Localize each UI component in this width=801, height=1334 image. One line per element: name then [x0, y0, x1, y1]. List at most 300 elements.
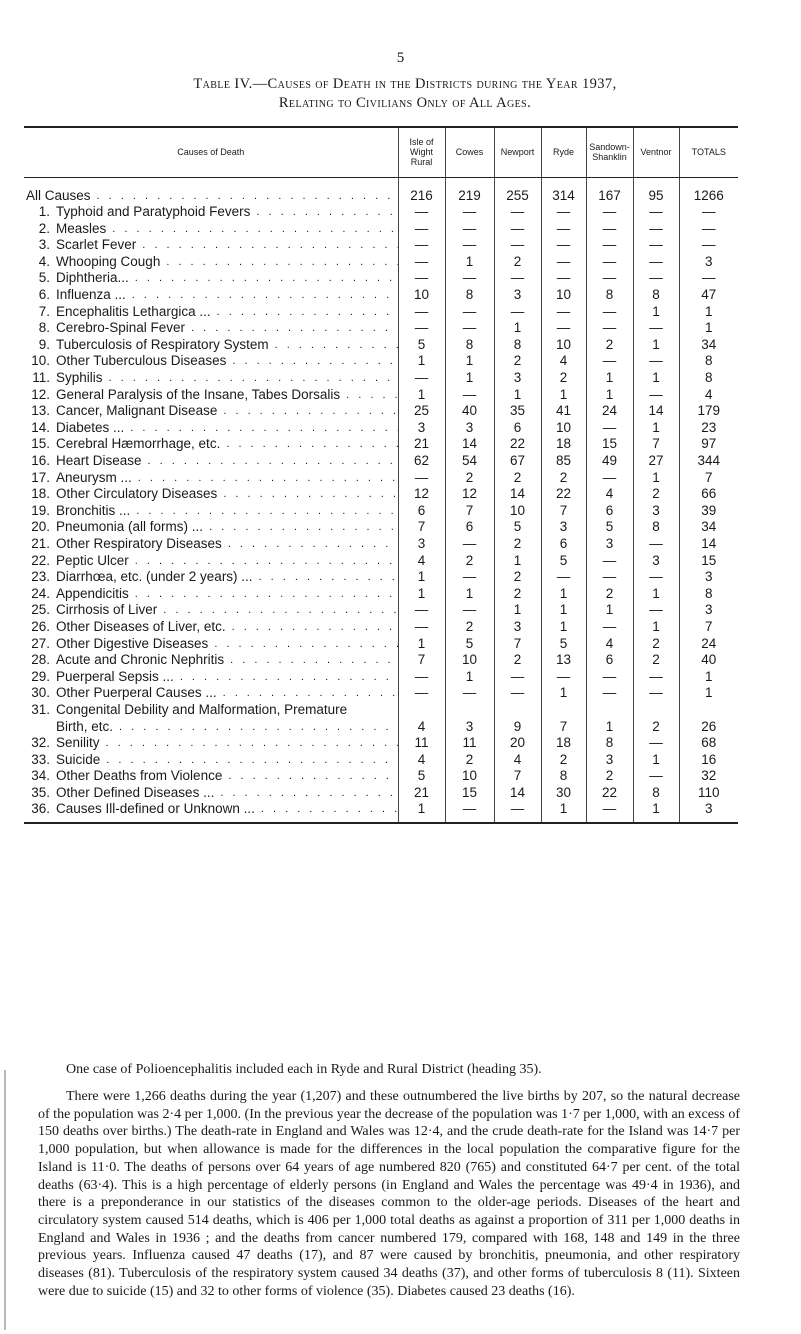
value-cell: — [494, 237, 541, 254]
table-row [24, 204, 738, 221]
cause-cell [24, 519, 398, 536]
cause-number: 14. [31, 419, 50, 435]
table-title [60, 75, 750, 113]
table-row [24, 702, 738, 735]
cause-number: 4. [38, 253, 50, 269]
leader-dots [160, 254, 397, 271]
cause-cell [24, 436, 398, 453]
value-cell: 2 [633, 486, 679, 503]
value-cell: 23 [679, 420, 738, 437]
value-cell: 2 [494, 254, 541, 271]
cause-number: 18. [31, 486, 50, 502]
value-cell: — [398, 370, 445, 387]
table-title-line2: Relating to Civilians Only of All Ages. [278, 95, 532, 111]
value-cell: 26 [679, 702, 738, 735]
cause-label: General Paralysis of the Insane, Tabes Dorsalis [56, 386, 341, 402]
value-cell: — [445, 536, 494, 553]
value-cell: 18 [541, 436, 586, 453]
value-cell: 1 [586, 387, 633, 404]
value-cell: — [586, 320, 633, 337]
value-cell: — [586, 669, 633, 686]
value-cell: 1 [541, 586, 586, 603]
value-cell: 40 [445, 403, 494, 420]
value-cell: — [398, 304, 445, 321]
cause-number: 5. [38, 270, 50, 286]
commentary-paragraph: There were 1,266 deaths during the year (1,207) and these outnumbered the live births by 207, so the natural decrease of the population was 2·4 per 1,000. (In the previous year the decrease of the population was 1·7 per 1,000, with an excess of 150 deaths over births.) The death-rate in England and Wales was 12·4, and the crude death-rate for the Island was 14·7 per 1,000 population, but when allowance is made for the differences in the local population the comparative figure for the Island is 11·0. The deaths of persons over 64 years of age numbered 820 (765) and constituted 64·7 per cent. of the total deaths (63·4). This is a high percentage of elderly persons (in England and Wales the percentage was 49·4 in 1936), and there is a preponderance in our statistics of the diseases common to the older-age periods. Diseases of the heart and circulatory system caused 514 deaths, which is 406 per 1,000 total deaths as against a proportion of 311 per 1,000 deaths in England and Wales in 1936 ; and the deaths from cancer numbered 179, compared with 168, 148 and 149 in the three previous years. Influenza caused 47 deaths (17), and 87 were caused by bronchitis, pneumonia, and other respiratory diseases (81). Tuberculosis of the respiratory system caused 34 deaths (37), and other forms of tuberculosis 8 (11). Sixteen were due to suicide (15) and 32 to other forms of violence (35). Diabetes caused 23 deaths (16). [38, 1089, 740, 1299]
value-cell: 1 [541, 387, 586, 404]
cause-cell [24, 801, 398, 823]
cause-cell [24, 453, 398, 470]
leader-dots [126, 287, 398, 304]
value-cell: 3 [633, 503, 679, 520]
table-row [24, 177, 738, 204]
table-row [24, 470, 738, 487]
value-cell: — [398, 320, 445, 337]
table-row [24, 254, 738, 271]
cause-cell [24, 569, 398, 586]
cause-number: 36. [31, 801, 50, 817]
cause-cell [24, 586, 398, 603]
cause-cell [24, 420, 398, 437]
cause-label: Aneurysm ... [56, 469, 132, 485]
leader-dots [222, 536, 398, 553]
cause-cell [24, 702, 398, 735]
value-cell: 1 [494, 602, 541, 619]
value-cell: — [398, 270, 445, 287]
value-cell: 1 [633, 801, 679, 823]
value-cell: — [445, 685, 494, 702]
value-cell: 3 [445, 420, 494, 437]
leader-dots [129, 586, 398, 603]
leader-dots [130, 503, 397, 520]
value-cell: 1 [679, 669, 738, 686]
value-cell: — [398, 669, 445, 686]
value-cell: 7 [494, 768, 541, 785]
value-cell: — [398, 221, 445, 238]
value-cell: 1 [633, 304, 679, 321]
value-cell: 2 [494, 652, 541, 669]
table-row [24, 304, 738, 321]
cause-number: 27. [31, 635, 50, 651]
cause-number: 33. [31, 751, 50, 767]
cause-number: 32. [31, 735, 50, 751]
value-cell: 3 [445, 702, 494, 735]
value-cell: 21 [398, 785, 445, 802]
value-cell: — [445, 221, 494, 238]
leader-dots [224, 652, 397, 669]
value-cell: 8 [541, 768, 586, 785]
table-row [24, 420, 738, 437]
value-cell: — [541, 270, 586, 287]
cause-label: Appendicitis [56, 585, 129, 601]
value-cell: 2 [445, 470, 494, 487]
header-newport: Newport [494, 127, 541, 177]
value-cell: 1 [633, 470, 679, 487]
value-cell: — [633, 735, 679, 752]
table-row [24, 801, 738, 823]
page-number: 5 [396, 50, 405, 66]
value-cell: — [398, 602, 445, 619]
value-cell: — [679, 270, 738, 287]
value-cell: 7 [398, 652, 445, 669]
value-cell: 2 [494, 536, 541, 553]
cause-cell [24, 237, 398, 254]
cause-cell [24, 685, 398, 702]
value-cell: — [586, 470, 633, 487]
value-cell: 3 [494, 287, 541, 304]
value-cell: 95 [633, 177, 679, 204]
cause-number: 29. [31, 668, 50, 684]
cause-cell [24, 636, 398, 653]
table-row [24, 586, 738, 603]
value-cell: — [398, 619, 445, 636]
value-cell: 4 [494, 752, 541, 769]
value-cell: 10 [445, 768, 494, 785]
cause-label: Pneumonia (all forms) ... [56, 519, 204, 535]
cause-label: Encephalitis Lethargica ... [56, 303, 211, 319]
cause-label: Cirrhosis of Liver [56, 602, 158, 618]
leader-dots [113, 719, 397, 736]
value-cell: — [633, 602, 679, 619]
value-cell: 7 [679, 470, 738, 487]
cause-cell [24, 177, 398, 204]
value-cell: — [398, 254, 445, 271]
value-cell: 15 [679, 553, 738, 570]
cause-label: Scarlet Fever [56, 237, 137, 253]
cause-cell [24, 337, 398, 354]
cause-cell [24, 403, 398, 420]
value-cell: 1 [445, 353, 494, 370]
value-cell: 32 [679, 768, 738, 785]
value-cell: 47 [679, 287, 738, 304]
value-cell: 8 [633, 287, 679, 304]
value-cell: 10 [445, 652, 494, 669]
cause-label: Other Puerperal Causes ... [56, 685, 217, 701]
cause-cell [24, 503, 398, 520]
value-cell: 1 [633, 370, 679, 387]
value-cell: 20 [494, 735, 541, 752]
value-cell: — [586, 353, 633, 370]
value-cell: 1 [398, 353, 445, 370]
value-cell: — [586, 221, 633, 238]
value-cell: 1 [541, 685, 586, 702]
value-cell: 6 [398, 503, 445, 520]
leader-dots [157, 602, 397, 619]
value-cell: 10 [494, 503, 541, 520]
value-cell: — [541, 669, 586, 686]
cause-number: 9. [38, 336, 50, 352]
leader-dots [91, 188, 398, 205]
value-cell: — [633, 685, 679, 702]
cause-label: Cancer, Malignant Disease [56, 403, 218, 419]
leader-dots [129, 270, 398, 287]
cause-label: Birth, etc. [56, 718, 114, 734]
value-cell: 22 [541, 486, 586, 503]
cause-label: Acute and Chronic Nephritis [56, 652, 225, 668]
value-cell: 15 [586, 436, 633, 453]
value-cell: 1 [541, 801, 586, 823]
value-cell: 24 [679, 636, 738, 653]
cause-number: 31. [31, 701, 50, 717]
leader-dots [253, 569, 398, 586]
value-cell: 344 [679, 453, 738, 470]
value-cell: 2 [494, 586, 541, 603]
value-cell: 2 [445, 752, 494, 769]
leader-dots [100, 752, 397, 769]
value-cell: 1 [679, 304, 738, 321]
value-cell: — [445, 237, 494, 254]
header-causes-of-death: Causes of Death [24, 127, 398, 177]
value-cell: 1 [445, 669, 494, 686]
value-cell: — [445, 304, 494, 321]
leader-dots [103, 370, 398, 387]
cause-label: Puerperal Sepsis ... [56, 668, 174, 684]
leader-dots [214, 785, 397, 802]
value-cell: 8 [586, 287, 633, 304]
causes-of-death-table [24, 126, 738, 824]
table-header-row [24, 127, 738, 177]
cause-number: 11. [32, 370, 50, 386]
table-row [24, 486, 738, 503]
value-cell: — [494, 304, 541, 321]
value-cell: 110 [679, 785, 738, 802]
value-cell: 4 [586, 486, 633, 503]
value-cell: 5 [398, 337, 445, 354]
table-row [24, 403, 738, 420]
value-cell: 2 [445, 553, 494, 570]
leader-dots [132, 470, 398, 487]
value-cell: 314 [541, 177, 586, 204]
value-cell: 40 [679, 652, 738, 669]
value-cell: 8 [633, 519, 679, 536]
table-row [24, 602, 738, 619]
cause-number: 8. [38, 320, 50, 336]
value-cell: 2 [445, 619, 494, 636]
cause-label: Other Defined Diseases ... [56, 784, 215, 800]
value-cell: 167 [586, 177, 633, 204]
value-cell: 7 [541, 503, 586, 520]
value-cell: 67 [494, 453, 541, 470]
value-cell: 4 [541, 353, 586, 370]
leader-dots [217, 403, 397, 420]
value-cell: 1 [445, 370, 494, 387]
leader-dots [220, 436, 397, 453]
value-cell: 8 [445, 337, 494, 354]
leader-dots [340, 387, 397, 404]
table-body [24, 177, 738, 823]
value-cell: 24 [586, 403, 633, 420]
value-cell: 3 [541, 519, 586, 536]
cause-number: 6. [38, 287, 50, 303]
value-cell: 97 [679, 436, 738, 453]
cause-label: Cerebro-Spinal Fever [56, 320, 186, 336]
cause-cell [24, 752, 398, 769]
value-cell: 27 [633, 453, 679, 470]
cause-number: 28. [31, 652, 50, 668]
value-cell: — [586, 204, 633, 221]
cause-label: Measles [56, 220, 107, 236]
cause-label: Syphilis [56, 370, 103, 386]
value-cell: 3 [398, 420, 445, 437]
leader-dots [211, 304, 398, 321]
value-cell: 2 [633, 702, 679, 735]
value-cell: — [633, 221, 679, 238]
cause-label: Senility [56, 735, 100, 751]
value-cell: 3 [679, 602, 738, 619]
value-cell: 7 [398, 519, 445, 536]
value-cell: 1 [633, 337, 679, 354]
value-cell: 5 [445, 636, 494, 653]
value-cell: — [445, 204, 494, 221]
value-cell: 4 [398, 702, 445, 735]
value-cell: — [633, 387, 679, 404]
value-cell: 2 [494, 470, 541, 487]
value-cell: 14 [445, 436, 494, 453]
value-cell: 7 [494, 636, 541, 653]
value-cell: — [633, 768, 679, 785]
value-cell: 12 [398, 486, 445, 503]
value-cell: 5 [541, 636, 586, 653]
leader-dots [136, 237, 397, 254]
cause-cell [24, 304, 398, 321]
table-row [24, 785, 738, 802]
table-row [24, 652, 738, 669]
cause-cell [24, 785, 398, 802]
value-cell: 11 [445, 735, 494, 752]
value-cell: — [586, 619, 633, 636]
table-row [24, 320, 738, 337]
table-row [24, 436, 738, 453]
cause-label: Other Circulatory Diseases [56, 486, 218, 502]
value-cell: — [586, 801, 633, 823]
value-cell: 3 [398, 536, 445, 553]
value-cell: — [445, 320, 494, 337]
leader-dots [142, 453, 398, 470]
value-cell: 4 [398, 553, 445, 570]
value-cell: 1 [633, 619, 679, 636]
cause-number: 22. [31, 552, 50, 568]
value-cell: — [586, 304, 633, 321]
value-cell: 66 [679, 486, 738, 503]
value-cell: 22 [586, 785, 633, 802]
value-cell: 6 [541, 536, 586, 553]
cause-cell [24, 602, 398, 619]
value-cell: 22 [494, 436, 541, 453]
cause-number: 19. [31, 502, 50, 518]
value-cell: 10 [398, 287, 445, 304]
value-cell: 2 [586, 768, 633, 785]
value-cell: 1 [494, 387, 541, 404]
table-row [24, 270, 738, 287]
value-cell: — [445, 602, 494, 619]
cause-number: 3. [38, 237, 50, 253]
value-cell: 68 [679, 735, 738, 752]
value-cell: 7 [445, 503, 494, 520]
cause-number: 1. [38, 204, 50, 220]
cause-cell [24, 221, 398, 238]
leader-dots [217, 486, 397, 503]
cause-label: Bronchitis ... [56, 502, 131, 518]
value-cell: — [445, 387, 494, 404]
cause-label: All Causes [26, 187, 91, 203]
value-cell: 39 [679, 503, 738, 520]
value-cell: 30 [541, 785, 586, 802]
cause-label: Other Deaths from Violence [56, 768, 223, 784]
header-cowes: Cowes [445, 127, 494, 177]
value-cell: 10 [541, 420, 586, 437]
cause-cell [24, 287, 398, 304]
value-cell: 16 [679, 752, 738, 769]
cause-cell [24, 553, 398, 570]
value-cell: — [633, 669, 679, 686]
value-cell: — [633, 569, 679, 586]
value-cell: 8 [494, 337, 541, 354]
cause-number: 34. [31, 768, 50, 784]
value-cell: 25 [398, 403, 445, 420]
value-cell: 15 [445, 785, 494, 802]
cause-cell [24, 619, 398, 636]
value-cell: 2 [541, 470, 586, 487]
value-cell: — [494, 270, 541, 287]
value-cell: — [541, 320, 586, 337]
cause-label: Diphtheria... [56, 270, 129, 286]
cause-label: Other Tuberculous Diseases [56, 353, 227, 369]
table-row [24, 221, 738, 238]
value-cell: 6 [494, 420, 541, 437]
value-cell: 13 [541, 652, 586, 669]
value-cell: 54 [445, 453, 494, 470]
cause-number: 20. [31, 519, 50, 535]
value-cell: — [398, 685, 445, 702]
cause-number: 30. [31, 685, 50, 701]
table-row [24, 752, 738, 769]
value-cell: 2 [494, 353, 541, 370]
table-row [24, 636, 738, 653]
value-cell: 3 [586, 752, 633, 769]
cause-number: 35. [31, 784, 50, 800]
value-cell: 3 [679, 254, 738, 271]
value-cell: 3 [494, 619, 541, 636]
value-cell: — [633, 320, 679, 337]
cause-label: Tuberculosis of Respiratory System [56, 336, 269, 352]
value-cell: — [586, 270, 633, 287]
value-cell: 6 [586, 503, 633, 520]
value-cell: 49 [586, 453, 633, 470]
value-cell: 8 [679, 370, 738, 387]
value-cell: — [541, 569, 586, 586]
value-cell: — [679, 221, 738, 238]
value-cell: 8 [679, 353, 738, 370]
value-cell: 1 [633, 586, 679, 603]
value-cell: 1 [633, 752, 679, 769]
cause-number: 26. [31, 618, 50, 634]
cause-number: 21. [31, 535, 50, 551]
cause-cell [24, 735, 398, 752]
value-cell: — [679, 204, 738, 221]
value-cell: 6 [586, 652, 633, 669]
value-cell: — [494, 221, 541, 238]
value-cell: 2 [541, 752, 586, 769]
value-cell: 179 [679, 403, 738, 420]
value-cell: 1 [494, 553, 541, 570]
value-cell: 12 [445, 486, 494, 503]
table-row [24, 536, 738, 553]
value-cell: 5 [398, 768, 445, 785]
cause-cell [24, 669, 398, 686]
cause-number: 7. [38, 303, 50, 319]
cause-label: Congenital Debility and Malformation, Premature [56, 701, 348, 717]
value-cell: 7 [679, 619, 738, 636]
